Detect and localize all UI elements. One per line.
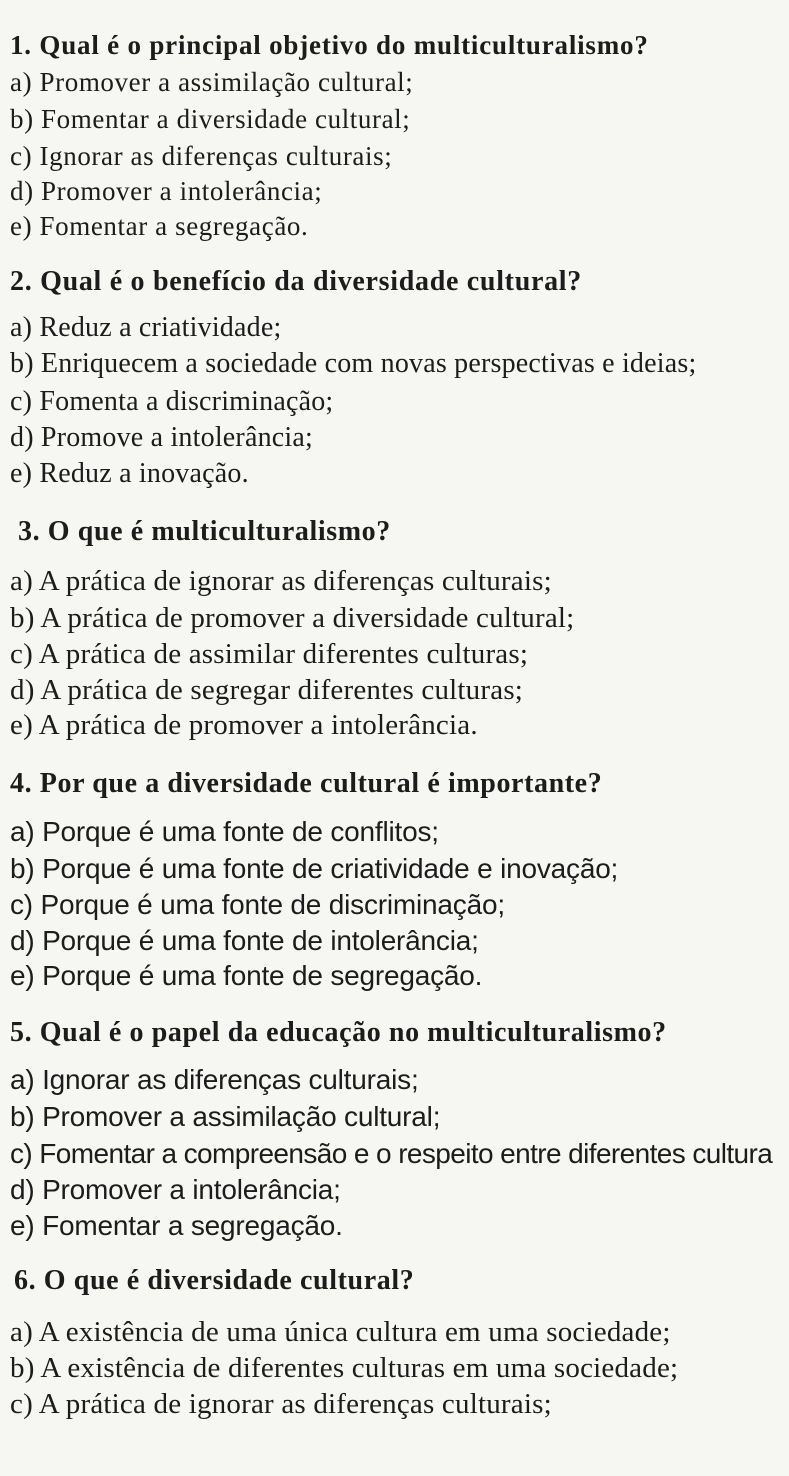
question-1-title: 1. Qual é o principal objetivo do multiculturalismo? <box>10 30 649 60</box>
question-5-option-b: b) Promover a assimilação cultural; <box>10 1101 441 1132</box>
question-2-option-c: c) Fomenta a discriminação; <box>10 386 334 417</box>
question-3-option-c: c) A prática de assimilar diferentes culturas; <box>10 638 529 670</box>
question-5-option-e: e) Fomentar a segregação. <box>10 1210 343 1241</box>
question-3-option-d: d) A prática de segregar diferentes culturas; <box>10 674 524 706</box>
question-5-option-d: d) Promover a intolerância; <box>10 1174 341 1205</box>
question-3-option-a: a) A prática de ignorar as diferenças culturais; <box>10 565 552 597</box>
question-4-title: 4. Por que a diversidade cultural é importante? <box>10 768 603 799</box>
question-1-option-e: e) Fomentar a segregação. <box>10 211 309 241</box>
question-4-option-a: a) Porque é uma fonte de conflitos; <box>10 816 439 847</box>
question-6-option-b: b) A existência de diferentes culturas em uma sociedade; <box>10 1352 679 1384</box>
question-1-option-b: b) Fomentar a diversidade cultural; <box>10 104 411 134</box>
question-2-option-e: e) Reduz a inovação. <box>10 458 249 489</box>
question-6-option-a: a) A existência de uma única cultura em uma sociedade; <box>10 1316 671 1348</box>
question-6-title: 6. O que é diversidade cultural? <box>14 1265 415 1296</box>
question-5-option-c: c) Fomentar a compreensão e o respeito entre diferentes cultura <box>10 1138 773 1169</box>
question-2-option-b: b) Enriquecem a sociedade com novas perspectivas e ideias; <box>10 348 697 379</box>
question-5-title: 5. Qual é o papel da educação no multiculturalismo? <box>10 1017 667 1048</box>
question-2-option-a: a) Reduz a criatividade; <box>10 312 282 343</box>
question-5-option-a: a) Ignorar as diferenças culturais; <box>10 1064 419 1095</box>
question-4-option-c: c) Porque é uma fonte de discriminação; <box>10 889 505 920</box>
question-4-option-d: d) Porque é uma fonte de intolerância; <box>10 925 479 956</box>
question-1-option-c: c) Ignorar as diferenças culturais; <box>10 141 393 171</box>
question-3-option-b: b) A prática de promover a diversidade cultural; <box>10 602 575 634</box>
question-2-option-d: d) Promove a intolerância; <box>10 422 313 453</box>
question-1-option-d: d) Promover a intolerância; <box>10 176 323 206</box>
question-6-option-c: c) A prática de ignorar as diferenças culturais; <box>10 1388 552 1420</box>
question-3-title: 3. O que é multiculturalismo? <box>18 516 391 547</box>
question-1-option-a: a) Promover a assimilação cultural; <box>10 67 414 97</box>
question-4-option-e: e) Porque é uma fonte de segregação. <box>10 960 483 991</box>
question-2-title: 2. Qual é o benefício da diversidade cultural? <box>10 266 582 297</box>
question-4-option-b: b) Porque é uma fonte de criatividade e inovação; <box>10 853 619 884</box>
question-3-option-e: e) A prática de promover a intolerância. <box>10 709 478 741</box>
